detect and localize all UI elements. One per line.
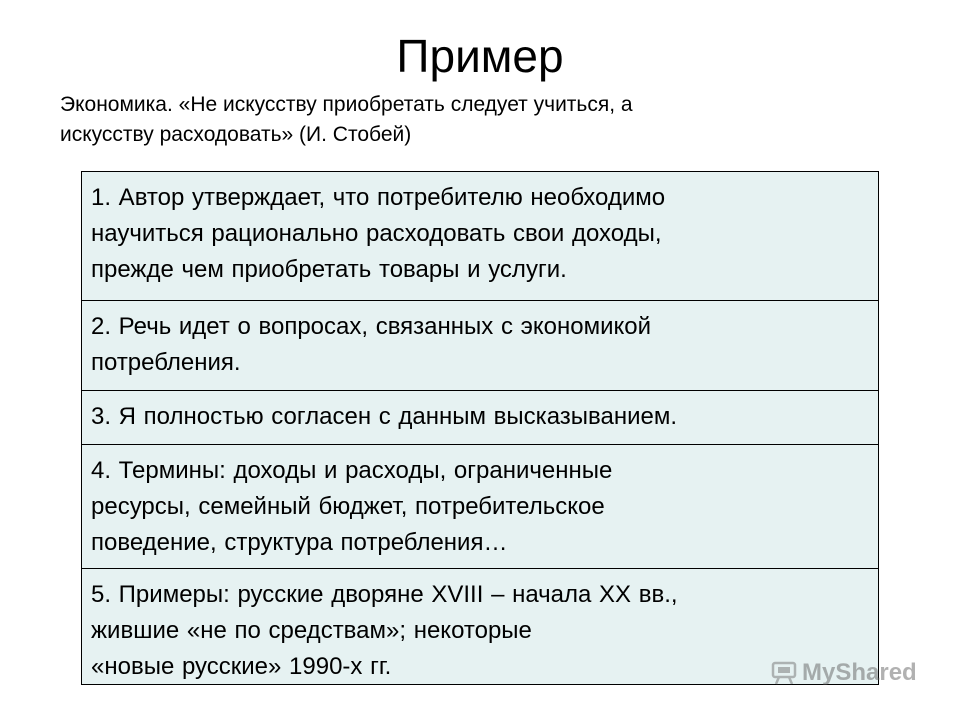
point-line: жившие «не по средствам»; некоторые <box>91 617 532 644</box>
point-line: ресурсы, семейный бюджет, потребительское <box>91 493 605 520</box>
point-box-5 <box>81 568 879 685</box>
watermark-text: MyShared <box>802 659 917 686</box>
point-line: прежде чем приобретать товары и услуги. <box>91 256 567 283</box>
point-line: 2. Речь идет о вопросах, связанных с экономикой <box>91 313 652 340</box>
point-line: научиться рационально расходовать свои доходы, <box>91 220 662 247</box>
presentation-board-icon <box>770 660 798 686</box>
point-box-4 <box>81 444 879 569</box>
watermark <box>770 655 917 691</box>
subtitle <box>60 90 820 150</box>
point-line: «новые русские» 1990-х гг. <box>91 653 392 680</box>
point-line: 5. Примеры: русские дворяне XVIII – начала XX вв., <box>91 581 678 608</box>
point-line: поведение, структура потребления… <box>91 529 508 556</box>
point-line: потребления. <box>91 349 241 376</box>
point-box-1 <box>81 171 879 301</box>
subtitle-line: искусству расходовать» (И. Стобей) <box>60 123 412 146</box>
point-line: 3. Я полностью согласен с данным высказыванием. <box>91 403 678 430</box>
subtitle-line: Экономика. «Не искусству приобретать следует учиться, а <box>60 93 633 116</box>
point-box-3 <box>81 390 879 445</box>
slide-title: Пример <box>396 30 564 82</box>
point-box-2 <box>81 300 879 391</box>
point-line: 4. Термины: доходы и расходы, ограниченные <box>91 457 613 484</box>
point-line: 1. Автор утверждает, что потребителю необходимо <box>91 184 666 211</box>
